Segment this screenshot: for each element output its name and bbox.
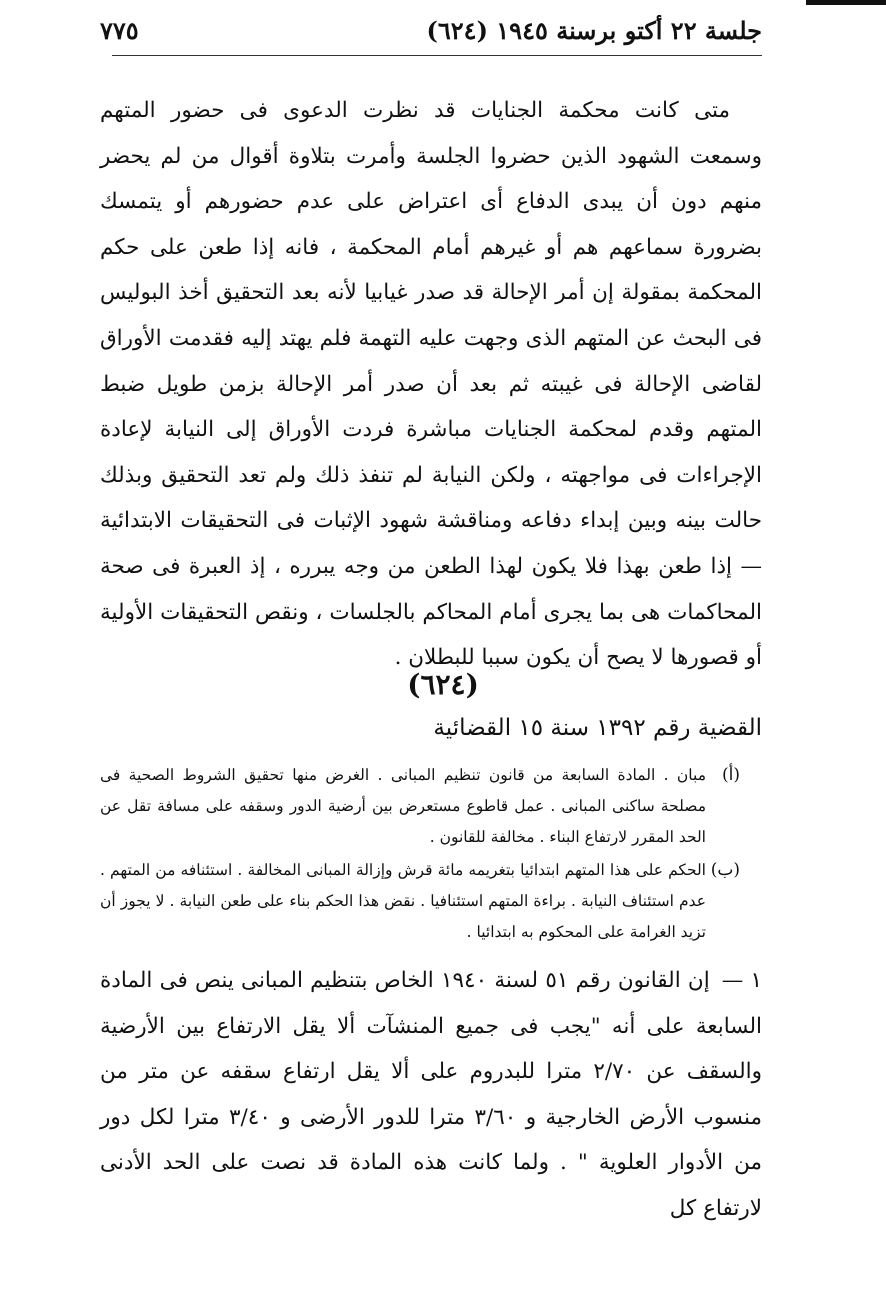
case-summary: [100, 760, 740, 950]
corner-rule: [806, 0, 886, 5]
header-title: جلسة ٢٢ أكتو برسنة ١٩٤٥ (٦٢٤): [426, 15, 762, 45]
summary-marker: (أ): [722, 765, 740, 785]
ruling-paragraph: متى كانت محكمة الجنايات قد نظرت الدعوى فى حضور المتهم وسمعت الشهود الذين حضروا الجلسة وأمرت بتلاوة أقوال من لم يحضر منهم دون أن يبدى الدفاع أى اعتراض على عدم حضورهم أو يتمسك بضرورة سماعهم هم أو غيرهم أمام المحكمة ، فانه إذا طعن على حكم المحكمة بمقولة إن أمر الإحالة قد صدر غيابيا لأنه بعد التحقيق أخذ البوليس فى البحث عن المتهم الذى وجهت عليه التهمة فلم يهتد إليه فقدمت الأوراق لقاضى الإحالة فى غيبته ثم بعد أن صدر أمر الإحالة بزمن طويل ضبط المتهم وقدم لمحكمة الجنايات مباشرة فردت الأوراق إلى النيابة لإعادة الإجراءات فى مواجهته ، ولكن النيابة لم تنفذ ذلك ولم تعد التحقيق وبذلك حالت بينه وبين إبداء دفاعه ومناقشة شهود الإثبات فى التحقيقات الابتدائية — إذا طعن بهذا فلا يكون لهذا الطعن من وجه يبرره ، إذ العبرة فى صحة المحاكمات هى بما يجرى أمام المحاكم بالجلسات ، ونقص التحقيقات الأولية أو قصورها لا يصح أن يكون سببا للبطلان .: [100, 98, 763, 671]
running-header: [100, 10, 762, 50]
principle-number: ١ —: [721, 968, 762, 993]
principle-text: إن القانون رقم ٥١ لسنة ١٩٤٠ الخاص بتنظيم المبانى ينص فى المادة السابعة على أنه "يجب فى جميع المنشآت ألا يقل الارتفاع بين الأرضية والسقف عن ٢/٧٠ مترا للبدروم على ألا يقل ارتفاع سقفه عن متر من منسوب الأرض الخارجية و ٣/٦٠ مترا للدور الأرضى و ٣/٤٠ مترا لكل دور من الأدوار العلوية " . ولما كانت هذه المادة قد نصت على الحد الأدنى لارتفاع كل: [100, 968, 763, 1221]
summary-text: مبان . المادة السابعة من قانون تنظيم المبانى . الغرض منها تحقيق الشروط الصحية فى مصلحة ساكنى المبانى . عمل قاطوع مستعرض بين أرضية الدور وسقفه على مسافة تقل عن الحد المقرر لارتفاع البناء . مخالفة للقانون .: [100, 766, 706, 846]
summary-item: [100, 855, 740, 948]
summary-text: الحكم على هذا المتهم ابتدائيا بتغريمه مائة قرش وإزالة المبانى المخالفة . استئنافه من المتهم . عدم استئناف النيابة . براءة المتهم استئنافيا . نقض هذا الحكم بناء على طعن النيابة . لا يجوز أن تزيد الغرامة على المحكوم به ابتدائيا .: [100, 861, 706, 941]
header-divider: [112, 55, 762, 56]
summary-marker: (ب): [710, 860, 740, 880]
legal-principle: [100, 958, 762, 1232]
case-number: (٦٢٤): [407, 668, 479, 701]
page-number: ٧٧٥: [100, 15, 139, 45]
case-title: القضية رقم ١٣٩٢ سنة ١٥ القضائية: [433, 715, 762, 741]
previous-case-ruling: [100, 88, 762, 681]
summary-item: [100, 760, 740, 853]
